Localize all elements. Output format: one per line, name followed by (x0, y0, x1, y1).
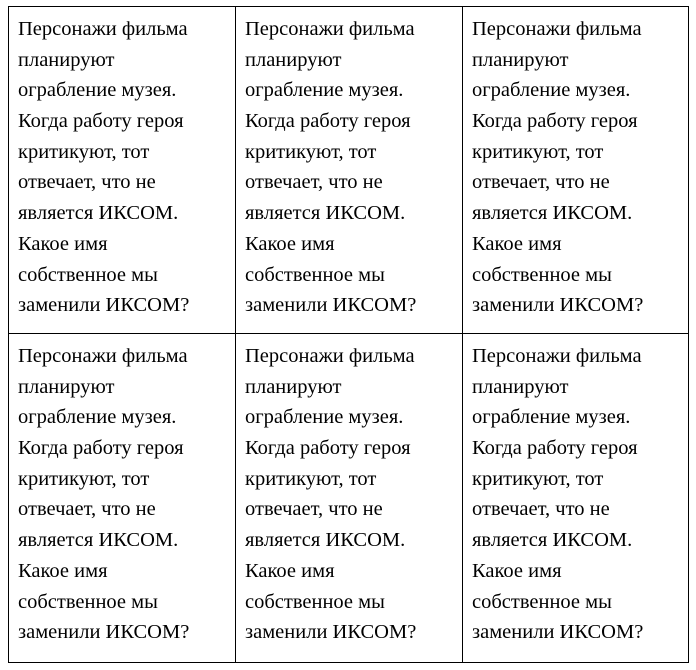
card-text-line: Когда работу героя (472, 110, 638, 133)
card-text-line: Когда работу героя (245, 437, 411, 460)
card-text-line: собственное мы (472, 590, 612, 613)
card-text-line: критикуют, тот (245, 140, 377, 163)
card-text-line: собственное мы (245, 590, 385, 613)
card-text-line: Какое имя (18, 232, 108, 255)
card-text-line: ограбление музея. (245, 79, 404, 102)
card-text-line: собственное мы (18, 263, 158, 286)
card-text-line: планируют (472, 375, 569, 398)
card-text-line: планируют (472, 48, 569, 71)
card-text-line: планируют (245, 375, 342, 398)
question-card (236, 334, 463, 662)
card-text-line: Когда работу героя (245, 110, 411, 133)
question-card (9, 334, 236, 662)
card-text-line: заменили ИКСОМ? (245, 294, 417, 317)
card-text-line: Персонажи фильма (18, 345, 188, 367)
card-text-line: Какое имя (472, 232, 562, 255)
card-text-line: планируют (245, 48, 342, 71)
card-text-line: критикуют, тот (18, 140, 150, 163)
question-card (463, 7, 688, 334)
card-text-line: ограбление музея. (472, 79, 631, 102)
card-text-line: отвечает, что не (245, 171, 383, 194)
card-text-line: заменили ИКСОМ? (18, 294, 190, 317)
card-text-line: является ИКСОМ. (245, 529, 406, 552)
card-text-line: ограбление музея. (18, 406, 177, 429)
question-card (9, 7, 236, 334)
card-text-line: планируют (18, 375, 115, 398)
card-text-line: Персонажи фильма (472, 345, 642, 367)
card-text-line: заменили ИКСОМ? (245, 621, 417, 644)
card-text-line: критикуют, тот (245, 467, 377, 490)
question-card (236, 7, 463, 334)
card-text-line: Когда работу героя (472, 437, 638, 460)
card-text-line: отвечает, что не (18, 498, 156, 521)
card-text-line: критикуют, тот (18, 467, 150, 490)
card-text-line: Персонажи фильма (18, 18, 188, 40)
card-text-line: является ИКСОМ. (18, 529, 179, 552)
card-text-line: Какое имя (18, 559, 108, 582)
card-text-line: Персонажи фильма (245, 345, 415, 367)
card-text-line: ограбление музея. (245, 406, 404, 429)
card-text-line: отвечает, что не (18, 171, 156, 194)
card-text-line: заменили ИКСОМ? (18, 621, 190, 644)
card-text-line: Персонажи фильма (472, 18, 642, 40)
card-text-line: Когда работу героя (18, 437, 184, 460)
card-text-line: является ИКСОМ. (18, 202, 179, 225)
card-text-line: собственное мы (245, 263, 385, 286)
card-text-line: Какое имя (472, 559, 562, 582)
card-text-line: критикуют, тот (472, 140, 604, 163)
card-text-line: Какое имя (245, 232, 335, 255)
card-text-line: отвечает, что не (472, 498, 610, 521)
card-text-line: заменили ИКСОМ? (472, 621, 644, 644)
handout-table (8, 6, 689, 663)
card-text-line: ограбление музея. (18, 79, 177, 102)
card-text-line: является ИКСОМ. (245, 202, 406, 225)
card-text-line: ограбление музея. (472, 406, 631, 429)
card-text-line: критикуют, тот (472, 467, 604, 490)
card-text-line: собственное мы (472, 263, 612, 286)
card-text-line: Персонажи фильма (245, 18, 415, 40)
card-text-line: заменили ИКСОМ? (472, 294, 644, 317)
card-text-line: Какое имя (245, 559, 335, 582)
card-text-line: является ИКСОМ. (472, 529, 633, 552)
question-card (463, 334, 688, 662)
card-text-line: отвечает, что не (245, 498, 383, 521)
card-text-line: собственное мы (18, 590, 158, 613)
card-text-line: планируют (18, 48, 115, 71)
card-text-line: отвечает, что не (472, 171, 610, 194)
card-text-line: является ИКСОМ. (472, 202, 633, 225)
card-text-line: Когда работу героя (18, 110, 184, 133)
